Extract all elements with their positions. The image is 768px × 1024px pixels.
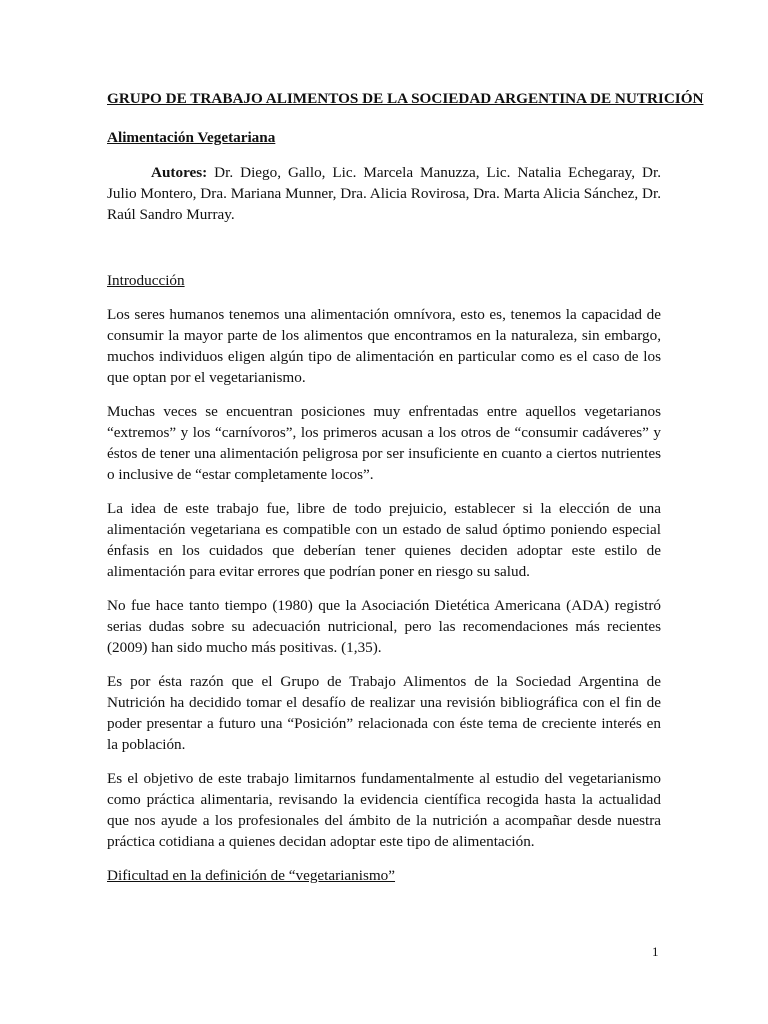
document-page: [107, 88, 704, 899]
intro-paragraph-5: Es por ésta razón que el Grupo de Trabajo Alimentos de la Sociedad Argentina de Nutrición ha decidido tomar el desafío de realizar una revisión bibliográfica con el fin de poder presentar a futuro una “Posición” relacionada con éste tema de creciente interés en la población.: [107, 673, 661, 753]
intro-paragraph-2: Muchas veces se encuentran posiciones muy enfrentadas entre aquellos vegetarianos “extremos” y los “carnívoros”, los primeros acusan a los otros de “consumir cadáveres” y éstos de tener una alimentación peligrosa por ser insuficiente en cuanto a ciertos nutrientes o inclusive de “estar completamente locos”.: [107, 403, 661, 483]
authors-label: Autores:: [151, 164, 208, 181]
authors-list: Dr. Diego, Gallo, Lic. Marcela Manuzza, Lic. Natalia Echegaray, Dr. Julio Montero, Dra. Mariana Munner, Dra. Alicia Rovirosa, Dra. Marta Alicia Sánchez, Dr. Raúl Sandro Murray.: [107, 164, 661, 223]
section-heading-introduccion: Introducción: [107, 272, 185, 289]
document-title: GRUPO DE TRABAJO ALIMENTOS DE LA SOCIEDAD ARGENTINA DE NUTRICIÓN: [107, 90, 704, 107]
document-subtitle: Alimentación Vegetariana: [107, 129, 276, 146]
section-heading-dificultad: Dificultad en la definición de “vegetarianismo”: [107, 867, 396, 884]
intro-paragraph-3: La idea de este trabajo fue, libre de todo prejuicio, establecer si la elección de una alimentación vegetariana es compatible con un estado de salud óptimo poniendo especial énfasis en los cuidados que deberían tener quienes deciden adoptar este estilo de alimentación para evitar errores que podrían poner en riesgo su salud.: [107, 500, 661, 580]
intro-paragraph-4: No fue hace tanto tiempo (1980) que la Asociación Dietética Americana (ADA) registró serias dudas sobre su adecuación nutricional, pero las recomendaciones más recientes (2009) han sido mucho más positivas. (1,35).: [107, 597, 661, 656]
page-number: 1: [652, 944, 659, 959]
intro-paragraph-6: Es el objetivo de este trabajo limitarnos fundamentalmente al estudio del vegetarianismo como práctica alimentaria, revisando la evidencia científica recogida hasta la actualidad que nos ayude a los profesionales del ámbito de la nutrición a acompañar desde nuestra práctica cotidiana a quienes decidan adoptar este tipo de alimentación.: [107, 770, 661, 850]
intro-paragraph-1: Los seres humanos tenemos una alimentación omnívora, esto es, tenemos la capacidad de consumir la mayor parte de los alimentos que encontramos en la naturaleza, sin embargo, muchos individuos eligen algún tipo de alimentación en particular como es el caso de los que optan por el vegetarianismo.: [107, 306, 661, 386]
authors-paragraph: [107, 162, 661, 225]
